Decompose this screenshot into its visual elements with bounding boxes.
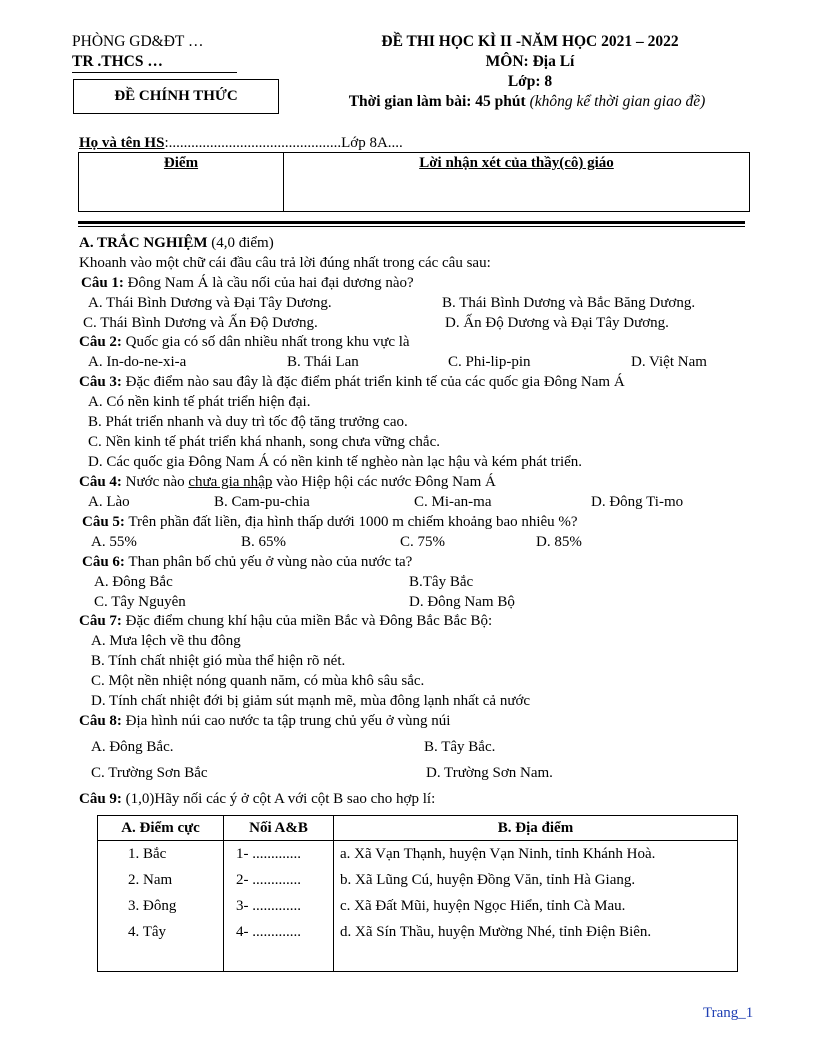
question-text: Đặc điểm chung khí hậu của miền Bắc và Đông Bắc Bắc Bộ: xyxy=(121,613,493,629)
header-extreme-point: A. Điểm cực xyxy=(98,816,224,841)
section-a-instruction: Khoanh vào một chữ cái đầu câu trả lời đúng nhất trong các câu sau: xyxy=(79,255,491,271)
question-label: Câu 5: xyxy=(82,514,125,530)
question-text: Đặc điểm nào sau đây là đặc điểm phát triển kinh tế của các quốc gia Đông Nam Á xyxy=(121,374,625,390)
match-blank[interactable]: 4- ............. xyxy=(236,924,301,940)
q3-option-d[interactable]: D. Các quốc gia Đông Nam Á có nền kinh tế nghèo nàn lạc hậu và kém phát triển. xyxy=(88,454,583,470)
time-allowed xyxy=(334,92,720,112)
header-match: Nối A&B xyxy=(224,816,334,841)
student-name-line xyxy=(79,133,403,153)
q5-option-b[interactable]: B. 65% xyxy=(241,534,286,550)
q8-option-d[interactable]: D. Trường Sơn Nam. xyxy=(426,765,553,781)
question-label: Câu 8: xyxy=(79,713,122,729)
header-left xyxy=(72,32,242,73)
question-label: Câu 7: xyxy=(79,613,122,629)
q1-option-c[interactable]: C. Thái Bình Dương và Ấn Độ Dương. xyxy=(83,315,318,331)
location-item: b. Xã Lũng Cú, huyện Đồng Văn, tỉnh Hà Giang. xyxy=(340,872,636,888)
extreme-point-item: 1. Bắc xyxy=(128,846,167,862)
question-label: Câu 4: xyxy=(79,474,122,490)
question-label: Câu 2: xyxy=(79,334,122,350)
question-text: Trên phần đất liền, địa hình thấp dưới 1000 m chiếm khoảng bao nhiêu %? xyxy=(124,514,578,530)
q5-option-a[interactable]: A. 55% xyxy=(91,534,137,550)
question-text: Đông Nam Á là cầu nối của hai đại dương nào? xyxy=(123,275,414,291)
match-blank[interactable]: 3- ............. xyxy=(236,898,301,914)
q2-option-d[interactable]: D. Việt Nam xyxy=(631,354,707,370)
question-9 xyxy=(79,789,435,809)
location-item: d. Xã Sín Thầu, huyện Mường Nhé, tỉnh Điện Biên. xyxy=(340,924,652,940)
q1-option-a[interactable]: A. Thái Bình Dương và Đại Tây Dương. xyxy=(88,295,332,311)
question-2 xyxy=(79,332,410,352)
q6-option-c[interactable]: C. Tây Nguyên xyxy=(94,594,186,610)
q2-option-c[interactable]: C. Phi-lip-pin xyxy=(448,354,531,370)
student-name-label: Họ và tên HS xyxy=(79,135,165,151)
extreme-point-item: 3. Đông xyxy=(128,898,177,914)
matching-table xyxy=(97,815,738,972)
section-a-heading: A. TRẮC NGHIỆM xyxy=(79,235,208,251)
grade-level: Lớp: 8 xyxy=(507,73,553,90)
section-rule-thin xyxy=(78,226,745,227)
q8-option-c[interactable]: C. Trường Sơn Bắc xyxy=(91,765,208,781)
q6-option-d[interactable]: D. Đông Nam Bộ xyxy=(409,594,515,610)
section-a-title xyxy=(79,233,274,253)
page-number: Trang_1 xyxy=(703,1005,754,1021)
question-7 xyxy=(79,611,492,631)
column-b xyxy=(334,841,738,972)
header-location: B. Địa điểm xyxy=(334,816,738,841)
question-3 xyxy=(79,372,625,392)
question-text-underlined: chưa gia nhập xyxy=(188,474,273,490)
q2-option-b[interactable]: B. Thái Lan xyxy=(287,354,359,370)
column-a xyxy=(98,841,224,972)
location-item: c. Xã Đất Mũi, huyện Ngọc Hiển, tỉnh Cà Mau. xyxy=(340,898,626,914)
subject: MÔN: Địa Lí xyxy=(485,53,575,70)
section-rule-thick xyxy=(78,221,745,224)
q5-option-c[interactable]: C. 75% xyxy=(400,534,445,550)
question-4 xyxy=(79,472,496,492)
q7-option-b[interactable]: B. Tính chất nhiệt gió mùa thể hiện rõ nét. xyxy=(91,653,346,669)
q6-option-b[interactable]: B.Tây Bắc xyxy=(409,574,474,590)
question-text: Địa hình núi cao nước ta tập trung chủ yếu ở vùng núi xyxy=(121,713,451,729)
extreme-point-item: 2. Nam xyxy=(128,872,173,888)
student-name-dots: :..............................................Lớp 8A.... xyxy=(164,135,403,151)
question-text: Than phân bố chủ yếu ở vùng nào của nước ta? xyxy=(124,554,413,570)
q2-option-a[interactable]: A. In-do-ne-xi-a xyxy=(88,354,187,370)
question-text: vào Hiệp hội các nước Đông Nam Á xyxy=(272,474,496,490)
location-item: a. Xã Vạn Thạnh, huyện Vạn Ninh, tỉnh Khánh Hoà. xyxy=(340,846,656,862)
grade-comment-table xyxy=(78,152,750,212)
q3-option-c[interactable]: C. Nền kinh tế phát triển khá nhanh, song chưa vững chắc. xyxy=(88,434,441,450)
score-header: Điểm xyxy=(163,155,199,171)
section-a-points: (4,0 điểm) xyxy=(207,235,274,251)
q3-option-a[interactable]: A. Có nền kinh tế phát triển hiện đại. xyxy=(88,394,311,410)
column-match xyxy=(224,841,334,972)
question-label: Câu 6: xyxy=(82,554,125,570)
time-bold: Thời gian làm bài: 45 phút xyxy=(348,93,526,110)
exam-title: ĐỀ THI HỌC KÌ II -NĂM HỌC 2021 – 2022 xyxy=(381,33,679,50)
q4-option-a[interactable]: A. Lào xyxy=(88,494,130,510)
question-text: (1,0)Hãy nối các ý ở cột A với cột B sao cho hợp lí: xyxy=(121,791,436,807)
q7-option-c[interactable]: C. Một nền nhiệt nóng quanh năm, có mùa khô sâu sắc. xyxy=(91,673,425,689)
q7-option-a[interactable]: A. Mưa lệch về thu đông xyxy=(91,633,241,649)
q4-option-d[interactable]: D. Đông Ti-mo xyxy=(591,494,684,510)
school-name: TR .THCS … xyxy=(72,52,237,73)
extreme-point-item: 4. Tây xyxy=(128,924,167,940)
question-5 xyxy=(82,512,578,532)
comment-header: Lời nhận xét của thầy(cô) giáo xyxy=(419,155,614,171)
official-exam-box: ĐỀ CHÍNH THỨC xyxy=(73,79,279,114)
question-label: Câu 3: xyxy=(79,374,122,390)
question-label: Câu 1: xyxy=(81,275,124,291)
q1-option-b[interactable]: B. Thái Bình Dương và Bắc Băng Dương. xyxy=(442,295,696,311)
q8-option-a[interactable]: A. Đông Bắc. xyxy=(91,739,174,755)
q7-option-d[interactable]: D. Tính chất nhiệt đới bị giảm sút mạnh mẽ, mùa đông lạnh nhất cả nước xyxy=(91,693,531,709)
department-name: PHÒNG GD&ĐT … xyxy=(72,33,204,50)
q8-option-b[interactable]: B. Tây Bắc. xyxy=(424,739,496,755)
q4-option-b[interactable]: B. Cam-pu-chia xyxy=(214,494,310,510)
q4-option-c[interactable]: C. Mi-an-ma xyxy=(414,494,492,510)
header-right xyxy=(340,32,720,112)
match-blank[interactable]: 2- ............. xyxy=(236,872,301,888)
question-text: Quốc gia có số dân nhiều nhất trong khu vực là xyxy=(121,334,410,350)
question-8 xyxy=(79,711,450,731)
time-note: (không kể thời gian giao đề) xyxy=(529,93,706,110)
q1-option-d[interactable]: D. Ấn Độ Dương và Đại Tây Dương. xyxy=(445,315,669,331)
q6-option-a[interactable]: A. Đông Bắc xyxy=(94,574,173,590)
q5-option-d[interactable]: D. 85% xyxy=(536,534,582,550)
question-label: Câu 9: xyxy=(79,791,122,807)
question-6 xyxy=(82,552,412,572)
question-1 xyxy=(81,273,414,293)
question-text: Nước nào xyxy=(121,474,189,490)
match-blank[interactable]: 1- ............. xyxy=(236,846,301,862)
q3-option-b[interactable]: B. Phát triển nhanh và duy trì tốc độ tăng trưởng cao. xyxy=(88,414,408,430)
